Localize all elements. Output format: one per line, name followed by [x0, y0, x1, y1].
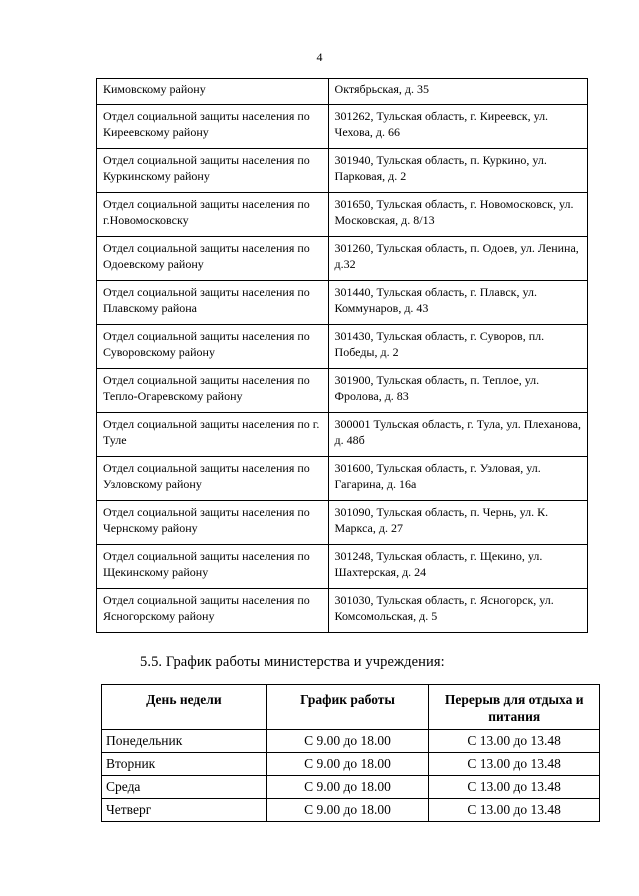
office-name: Отдел социальной защиты населения по г.Новомосковску	[97, 193, 329, 237]
offices-table	[96, 78, 588, 633]
office-name: Отдел социальной защиты населения по Одоевскому району	[97, 237, 329, 281]
break-cell: С 13.00 до 13.48	[429, 799, 600, 822]
work-hours-cell: С 9.00 до 18.00	[266, 799, 429, 822]
schedule-table	[101, 684, 600, 822]
office-name: Отдел социальной защиты населения по Тепло-Огаревскому району	[97, 369, 329, 413]
table-row	[97, 413, 588, 457]
office-address: 301900, Тульская область, п. Теплое, ул. Фролова, д. 83	[328, 369, 587, 413]
day-cell: Четверг	[102, 799, 267, 822]
office-address: 301262, Тульская область, г. Киреевск, ул. Чехова, д. 66	[328, 105, 587, 149]
day-cell: Среда	[102, 776, 267, 799]
table-row	[102, 799, 600, 822]
table-row	[97, 369, 588, 413]
table-row	[97, 589, 588, 633]
table-row	[97, 457, 588, 501]
table-row	[97, 79, 588, 105]
office-address: 301030, Тульская область, г. Ясногорск, ул. Комсомольская, д. 5	[328, 589, 587, 633]
office-name: Отдел социальной защиты населения по Киреевскому району	[97, 105, 329, 149]
header-break: Перерыв для отдыха и питания	[429, 685, 600, 730]
table-row	[97, 545, 588, 589]
office-address: 301600, Тульская область, г. Узловая, ул. Гагарина, д. 16а	[328, 457, 587, 501]
schedule-heading: 5.5. График работы министерства и учреждения:	[140, 654, 445, 670]
break-cell: С 13.00 до 13.48	[429, 776, 600, 799]
work-hours-cell: С 9.00 до 18.00	[266, 730, 429, 753]
table-row	[97, 325, 588, 369]
table-row	[97, 105, 588, 149]
office-address: 301650, Тульская область, г. Новомосковск, ул. Московская, д. 8/13	[328, 193, 587, 237]
break-cell: С 13.00 до 13.48	[429, 753, 600, 776]
office-address: 300001 Тульская область, г. Тула, ул. Плеханова, д. 48б	[328, 413, 587, 457]
office-address: 301430, Тульская область, г. Суворов, пл. Победы, д. 2	[328, 325, 587, 369]
page-number: 4	[316, 50, 323, 64]
office-name: Отдел социальной защиты населения по Узловскому району	[97, 457, 329, 501]
header-work: График работы	[266, 685, 429, 730]
day-cell: Вторник	[102, 753, 267, 776]
office-name: Отдел социальной защиты населения по Щекинскому району	[97, 545, 329, 589]
office-name: Отдел социальной защиты населения по Чернскому району	[97, 501, 329, 545]
office-name: Кимовскому району	[97, 79, 329, 105]
office-name: Отдел социальной защиты населения по г. Туле	[97, 413, 329, 457]
break-cell: С 13.00 до 13.48	[429, 730, 600, 753]
office-address: 301260, Тульская область, п. Одоев, ул. Ленина, д.32	[328, 237, 587, 281]
table-row	[97, 501, 588, 545]
office-address: 301440, Тульская область, г. Плавск, ул. Коммунаров, д. 43	[328, 281, 587, 325]
office-name: Отдел социальной защиты населения по Куркинскому району	[97, 149, 329, 193]
office-address: 301940, Тульская область, п. Куркино, ул. Парковая, д. 2	[328, 149, 587, 193]
table-header-row	[102, 685, 600, 730]
table-row	[102, 730, 600, 753]
table-row	[102, 753, 600, 776]
table-row	[97, 193, 588, 237]
table-row	[97, 281, 588, 325]
office-name: Отдел социальной защиты населения по Ясногорскому району	[97, 589, 329, 633]
table-row	[97, 149, 588, 193]
office-address: 301090, Тульская область, п. Чернь, ул. К. Маркса, д. 27	[328, 501, 587, 545]
office-name: Отдел социальной защиты населения по Плавскому района	[97, 281, 329, 325]
table-row	[97, 237, 588, 281]
office-address: 301248, Тульская область, г. Щекино, ул. Шахтерская, д. 24	[328, 545, 587, 589]
table-row	[102, 776, 600, 799]
work-hours-cell: С 9.00 до 18.00	[266, 776, 429, 799]
day-cell: Понедельник	[102, 730, 267, 753]
office-address: Октябрьская, д. 35	[328, 79, 587, 105]
office-name: Отдел социальной защиты населения по Суворовскому району	[97, 325, 329, 369]
work-hours-cell: С 9.00 до 18.00	[266, 753, 429, 776]
header-day: День недели	[102, 685, 267, 730]
